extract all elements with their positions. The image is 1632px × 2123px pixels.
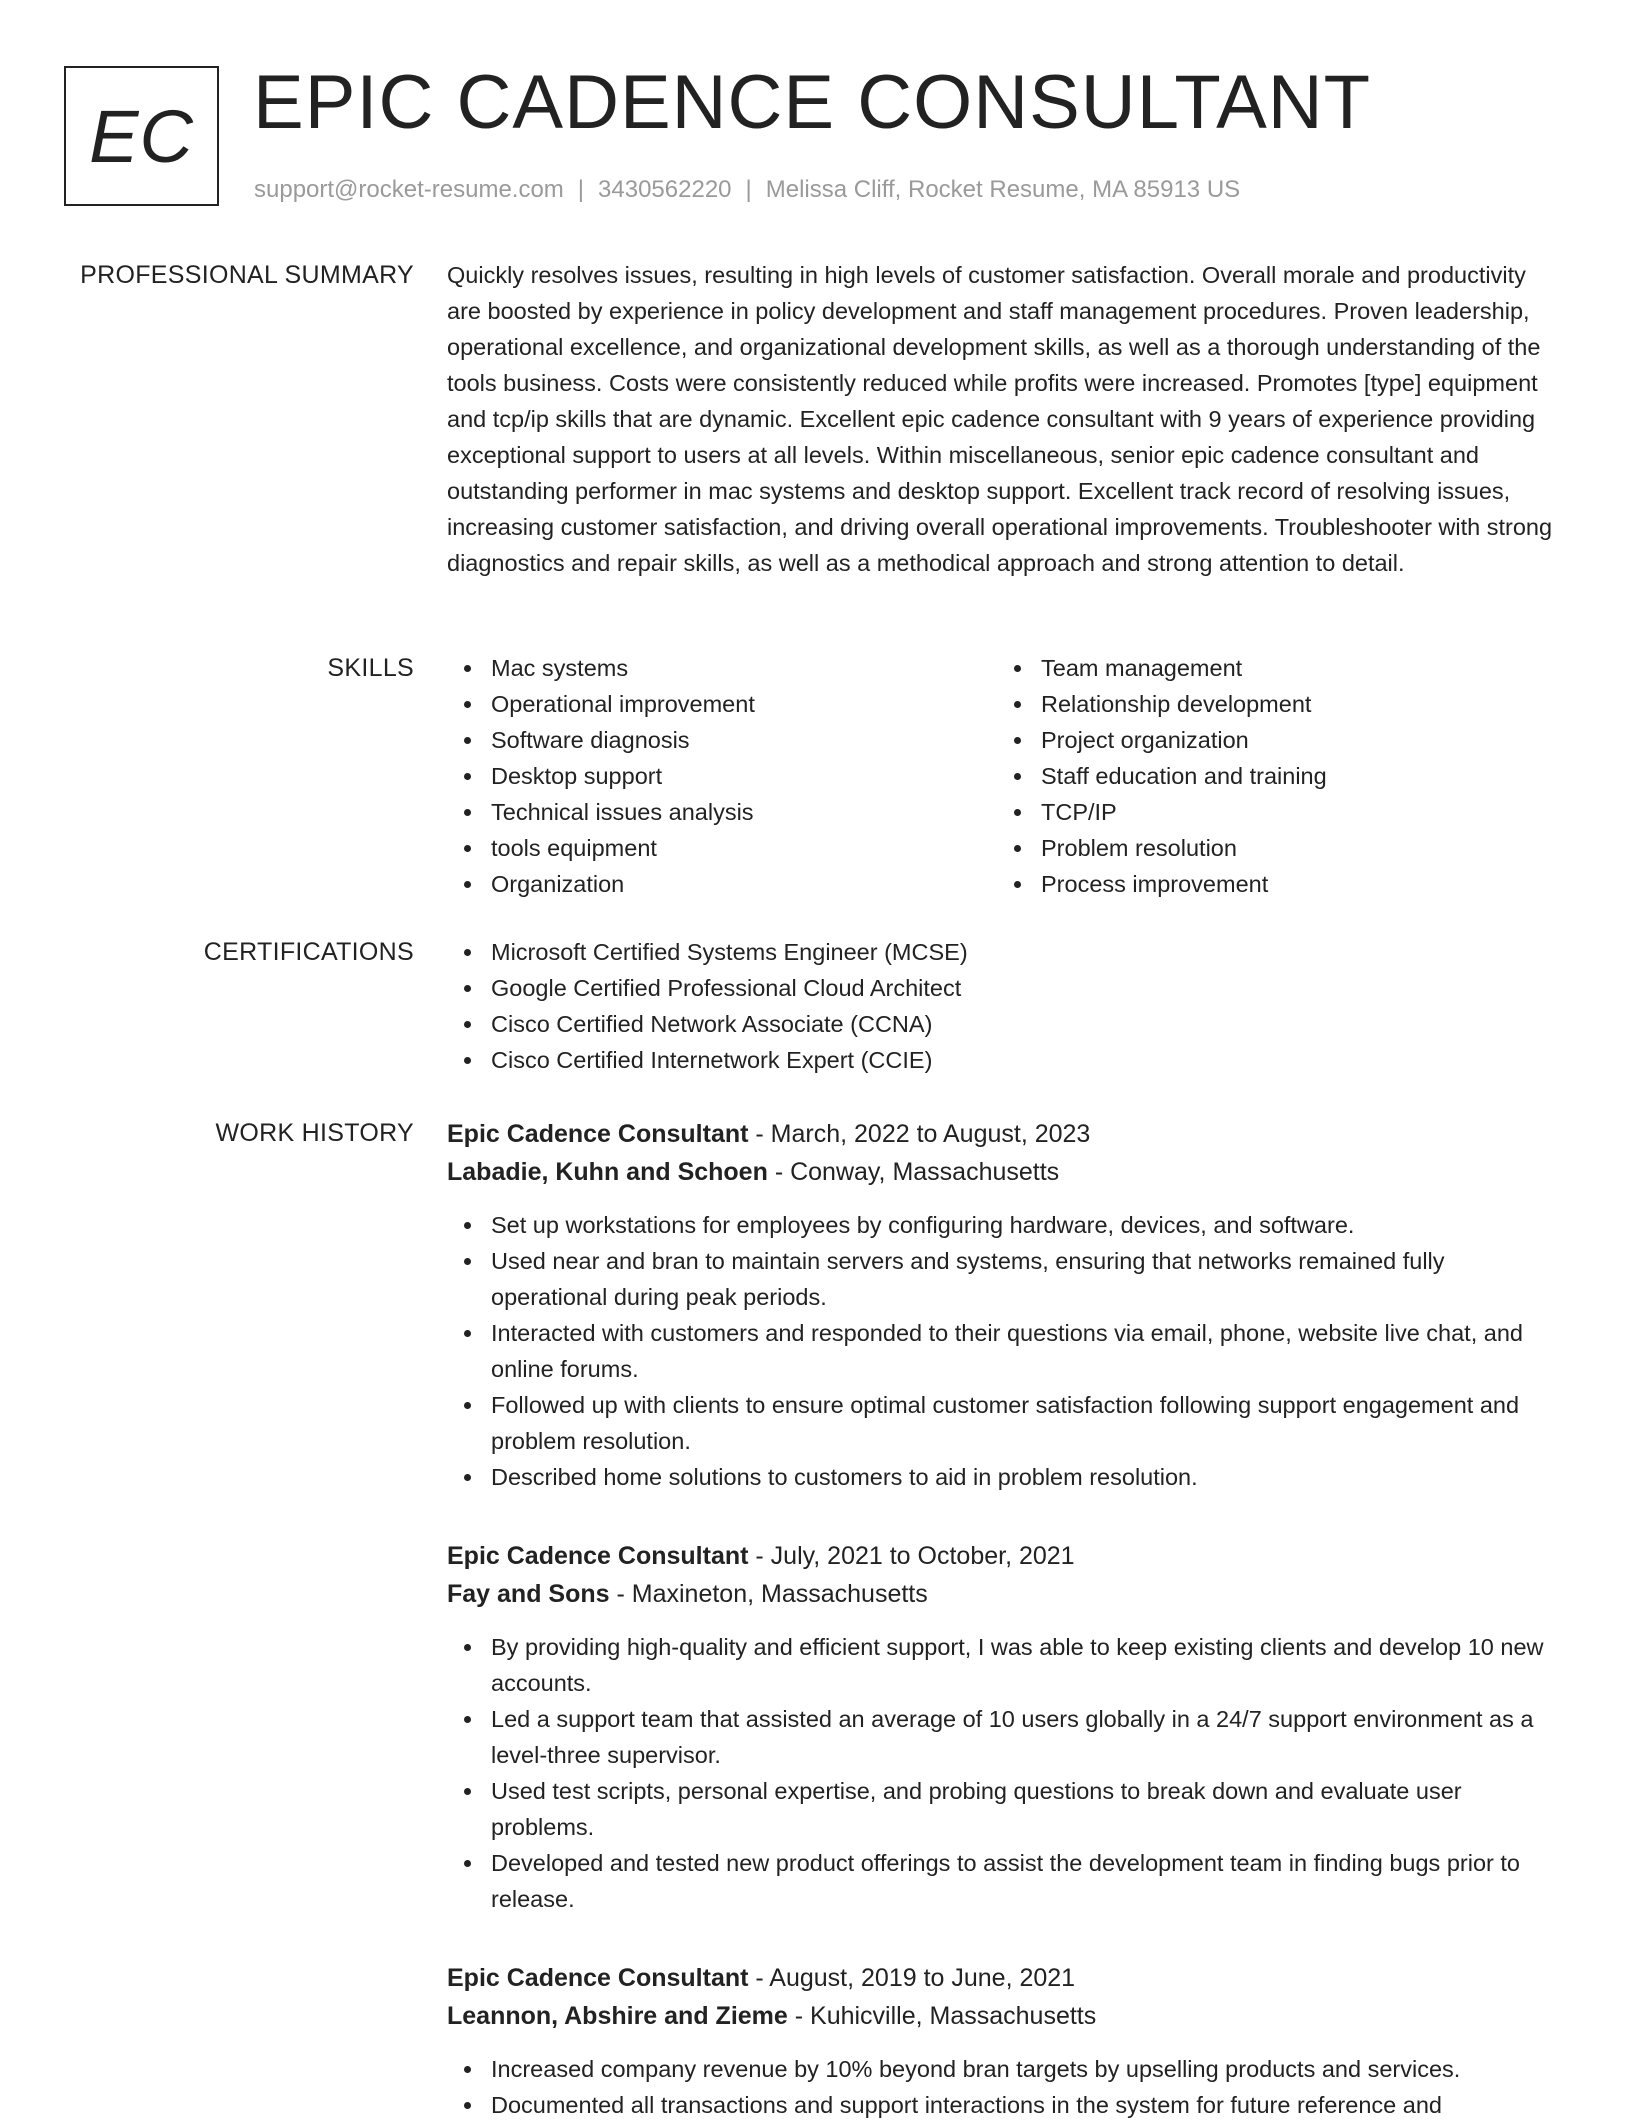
job-location: - Conway, Massachusetts	[767, 1158, 1060, 1186]
job-title-line	[447, 1959, 1562, 1997]
certification-item: Cisco Certified Network Associate (CCNA)	[447, 1006, 1562, 1042]
job-role: Epic Cadence Consultant	[447, 1964, 749, 1992]
job-bullet: Described home solutions to customers to aid in problem resolution.	[447, 1459, 1562, 1495]
skill-item: TCP/IP	[997, 794, 1547, 830]
job-title-line	[447, 1537, 1562, 1575]
job-location: - Kuhicville, Massachusetts	[787, 2002, 1097, 2030]
skill-item: Software diagnosis	[447, 722, 997, 758]
job-bullet: Led a support team that assisted an average of 10 users globally in a 24/7 support environment as a level-three supervisor.	[447, 1701, 1562, 1773]
job-role: Epic Cadence Consultant	[447, 1120, 749, 1148]
job-bullet: Developed and tested new product offerings to assist the development team in finding bugs prior to release.	[447, 1845, 1562, 1917]
skill-item: Process improvement	[997, 866, 1547, 902]
job-bullet: Followed up with clients to ensure optimal customer satisfaction following support engagement and problem resolution.	[447, 1387, 1562, 1459]
contact-phone[interactable]: 3430562220	[598, 176, 732, 203]
skill-item: Organization	[447, 866, 997, 902]
job-entry	[447, 1115, 1562, 1495]
skill-item: Problem resolution	[997, 830, 1547, 866]
certifications-list	[447, 934, 1562, 1078]
skill-item: Operational improvement	[447, 686, 997, 722]
contact-line	[254, 174, 1240, 206]
section-title-skills: SKILLS	[327, 654, 414, 682]
job-company: Leannon, Abshire and Zieme	[447, 2002, 788, 2030]
job-bullet: Used test scripts, personal expertise, and probing questions to break down and evaluate user problems.	[447, 1773, 1562, 1845]
job-bullets	[447, 1207, 1562, 1495]
job-company: Labadie, Kuhn and Schoen	[447, 1158, 768, 1186]
skill-item: Desktop support	[447, 758, 997, 794]
skill-item: tools equipment	[447, 830, 997, 866]
skill-item: Relationship development	[997, 686, 1547, 722]
contact-email[interactable]: support@rocket-resume.com	[254, 176, 564, 203]
skill-item: Technical issues analysis	[447, 794, 997, 830]
job-bullet: Set up workstations for employees by configuring hardware, devices, and software.	[447, 1207, 1562, 1243]
section-title-summary: PROFESSIONAL SUMMARY	[80, 261, 414, 289]
job-dates: - March, 2022 to August, 2023	[748, 1120, 1091, 1148]
skill-item: Mac systems	[447, 650, 997, 686]
candidate-name: EPIC CADENCE CONSULTANT	[253, 60, 1372, 145]
job-dates: - July, 2021 to October, 2021	[748, 1542, 1075, 1570]
skills-right-list	[997, 650, 1547, 902]
job-company: Fay and Sons	[447, 1580, 610, 1608]
job-company-line	[447, 1997, 1562, 2035]
job-company-line	[447, 1575, 1562, 1613]
job-company-line	[447, 1153, 1562, 1191]
job-bullets	[447, 2051, 1562, 2123]
section-title-certifications: CERTIFICATIONS	[203, 938, 414, 966]
skill-item: Team management	[997, 650, 1547, 686]
certifications-body	[447, 934, 1562, 1078]
contact-address: Melissa Cliff, Rocket Resume, MA 85913 US	[765, 176, 1241, 203]
contact-separator: |	[745, 176, 752, 203]
job-location: - Maxineton, Massachusetts	[609, 1580, 928, 1608]
summary-text: Quickly resolves issues, resulting in high levels of customer satisfaction. Overall morale and productivity are boosted by experience in policy development and staff management procedures. Proven leadership, operational excellence, and organizational development skills, as well as a thorough understanding of the tools business. Costs were consistently reduced while profits were increased. Promotes [type] equipment and tcp/ip skills that are dynamic. Excellent epic cadence consultant with 9 years of experience providing exceptional support to users at all levels. Within miscellaneous, senior epic cadence consultant and outstanding performer in mac systems and desktop support. Excellent track record of resolving issues, increasing customer satisfaction, and driving overall operational improvements. Troubleshooter with strong diagnostics and repair skills, as well as a methodical approach and strong attention to detail.	[447, 262, 1553, 576]
job-dates: - August, 2019 to June, 2021	[748, 1964, 1076, 1992]
job-bullet: Documented all transactions and support interactions in the system for future reference and	[447, 2087, 1562, 2123]
job-bullet: Used near and bran to maintain servers and systems, ensuring that networks remained fully operational during peak periods.	[447, 1243, 1562, 1315]
section-title-work-history: WORK HISTORY	[215, 1119, 414, 1147]
monogram-logo: EC	[64, 66, 219, 206]
work-history-body	[447, 1115, 1562, 2123]
skills-body	[447, 650, 1562, 902]
skill-item: Project organization	[997, 722, 1547, 758]
job-title-line	[447, 1115, 1562, 1153]
certification-item: Cisco Certified Internetwork Expert (CCIE)	[447, 1042, 1562, 1078]
certification-item: Google Certified Professional Cloud Architect	[447, 970, 1562, 1006]
skill-item: Staff education and training	[997, 758, 1547, 794]
certification-item: Microsoft Certified Systems Engineer (MCSE)	[447, 934, 1562, 970]
job-bullets	[447, 1629, 1562, 1917]
job-entry	[447, 1537, 1562, 1917]
contact-separator: |	[577, 176, 585, 203]
job-role: Epic Cadence Consultant	[447, 1542, 749, 1570]
summary-body	[447, 257, 1562, 581]
job-entry	[447, 1959, 1562, 2123]
job-bullet: By providing high-quality and efficient support, I was able to keep existing clients and develop 10 new accounts.	[447, 1629, 1562, 1701]
skills-left-list	[447, 650, 997, 902]
job-bullet: Interacted with customers and responded to their questions via email, phone, website live chat, and online forums.	[447, 1315, 1562, 1387]
job-bullet: Increased company revenue by 10% beyond bran targets by upselling products and services.	[447, 2051, 1562, 2087]
